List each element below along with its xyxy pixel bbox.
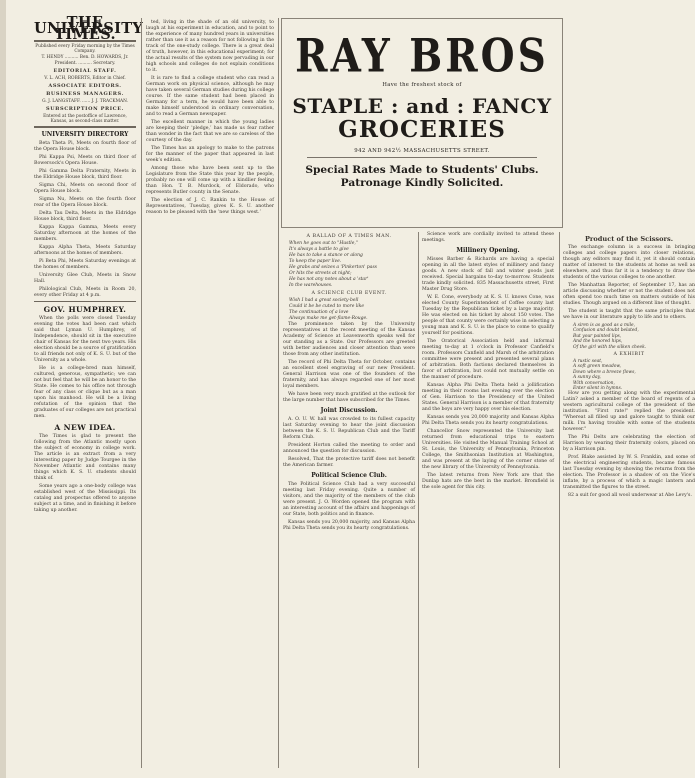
- paragraph: The Times has an apology to make to the patrons for the manner of the paper that appeared in last week’s edition.: [146, 146, 274, 163]
- political-science-body: [283, 482, 415, 532]
- paragraph: The Manhattan Reporter, of September 17, has an article discussing whether or not the student does not often spend too much time on matters outside of his studies. Though argued on a different line of thought.: [563, 283, 695, 306]
- paragraph: Kansas Alpha Phi Delta Theta held a jollification meeting in their rooms last evening over the election of Gen. Harrison to the Presidency of the United States. General Harrison is a member of that fraternity and the boys are very happy over his election.: [422, 383, 554, 412]
- science-event-heading: A SCIENCE CLUB EVENT.: [311, 291, 387, 296]
- verse-line: He has not any notes about a 'star': [289, 277, 369, 282]
- divider: [34, 301, 136, 302]
- paragraph: Among those who have been sent up to the Legislature from the State this year by the people, probably no one will come up with a kindlier feeling than Hon. T. B. Murdock, of Eldorado, who represents Butler county in the Senate.: [146, 166, 274, 195]
- column-4-top: [422, 232, 554, 244]
- ad-store-name: RAY BROS: [295, 28, 549, 84]
- article-body-humphrey: [34, 316, 136, 420]
- ray-bros-advertisement: [282, 18, 562, 228]
- paragraph: The latest returns from New York are that the Dunlap hats are the best in the market. Bromfield is the sole agent for this city.: [422, 473, 554, 490]
- poem-line: And the honored hips,: [573, 339, 623, 345]
- directory-entry: University Glee Club, Meets in Snow Hall.: [34, 273, 136, 284]
- directory-divider: [34, 126, 136, 128]
- column-3: [283, 232, 415, 772]
- paragraph: Misses Barber & Richards are having a special opening in all the latest styles of millinery and fancy goods. A new stock of fall and winter goods just received. Special bargains to-day to-morrow. Students trade kindly solicited. 835 Massachusetts street, First Master Drug Store.: [422, 257, 554, 292]
- paragraph: President Horton called the meeting to order and announced the question for discussion.: [283, 443, 415, 454]
- exhibit-heading: A EXHIBIT: [613, 352, 645, 358]
- column-5-exhibit: [563, 359, 695, 391]
- directory-list: [34, 141, 136, 299]
- paragraph: A. O. U. W. hall was crowded to its fullest capacity last Saturday evening to hear the joint discussion between the K. S. U. Republican Club and the Tariff Reform Club.: [283, 417, 415, 440]
- directory-entry: Kappa Kappa Gamma, Meets every Saturday afternoon at the homes of the members.: [34, 225, 136, 242]
- directory-entry: Beta Theta Pi, Meets on fourth floor of the Opera House block.: [34, 141, 136, 152]
- verse-line: The continuation of a love: [289, 310, 349, 315]
- ad-special-rates: Special Rates Made to Students' Clubs. Patronage Kindly Solicited.: [305, 164, 539, 189]
- column-4-body: [422, 257, 554, 491]
- column-5-paragraphs: [563, 245, 695, 321]
- column-rule: [559, 232, 560, 768]
- paragraph: He is a college-bred man himself, cultured, generous, sympathetic; we can not but feel that he will be an honor to the State. He comes to his office not through fear of any class or clique but as a man upon his manhood. He will be a living refutation of the opinion that the graduates of our colleges are not practical men.: [34, 366, 136, 419]
- column-rule: [418, 232, 419, 768]
- directory-title: UNIVERSITY DIRECTORY: [41, 131, 129, 138]
- paragraph: How are you getting along with the experimental Latin? asked a member of the board of regents of a western agricultural college of the president of the institution. "First rate!" replied the president. "Whereat all filled up and galore taught to think our milk. I'm having trouble with some of the students however.": [563, 391, 695, 433]
- column-1: [34, 14, 144, 770]
- poem-line: Enter silent in hymns.: [573, 386, 623, 392]
- ballad-verse: [283, 241, 415, 289]
- masthead-president-line: President. .......... Secretary.: [54, 61, 116, 66]
- paragraph: Some years ago a one-body college was established west of the Mississippi. Its catalog and prospectus offered to anyone subject at a time, and in finishing it before taking up another.: [34, 484, 136, 513]
- joint-discussion-body: [283, 417, 415, 469]
- paragraph: Kansas sends you 20,000 majority, and Kansas Alpha Phi Delta Theta sends you its hearty congratulations.: [283, 520, 415, 531]
- paragraph: Kansas sends you 20,000 majority and Kansas Alpha Phi Delta Theta sends you its hearty congratulations.: [422, 415, 554, 426]
- managing-editor: V. L. ACH, ROBERTS, Editor in Chief.: [44, 76, 126, 81]
- millinery-heading: Millinery Opening.: [456, 247, 520, 254]
- subscription-price-heading: SUBSCRIPTION PRICE.: [46, 106, 124, 112]
- poem-line: Down where a breeze flows,: [573, 369, 636, 375]
- directory-entry: Phi Gamma Delta Fraternity, Meets in the Eldridge House block, third floor.: [34, 169, 136, 180]
- poem-line: With conversation,: [573, 380, 615, 386]
- paragraph: When the polls were closed Tuesday evening the votes had been cast which said that Lyman U. Humphrey, of Independence, should sit in the executive chair of Kansas for the next two years. His election should be a source of gratification to all friends not only of K. S. U. but of the University as a whole.: [34, 316, 136, 363]
- verse-line: In the warehouses.: [289, 283, 333, 288]
- paragraph: Resolved, That the protective tariff does not benefit the American farmer.: [283, 457, 415, 468]
- poem-line: A sunny day,: [573, 375, 601, 381]
- verse-line: To keep the paper live.: [289, 259, 342, 264]
- poem-line: Of the girl with the silken cheek.: [573, 344, 647, 350]
- verse-line: Always make me get-flame-Rouge.: [289, 316, 368, 321]
- masthead-published: Published every Friday morning by the Times Company.: [35, 44, 135, 54]
- poem-line: A rustic seat,: [573, 359, 603, 365]
- directory-entry: Sigma Chi, Meets on second floor of Opera House block.: [34, 183, 136, 194]
- column-2-body: [146, 20, 274, 216]
- scissors-heading: Product of the Scissors.: [584, 235, 674, 243]
- ad-staple-fancy: STAPLE : and : FANCY: [292, 94, 552, 118]
- editorial-staff-heading: EDITORIAL STAFF.: [53, 68, 117, 74]
- column-4: [422, 232, 554, 772]
- article-body-new-idea: [34, 434, 136, 514]
- business-managers-names: G. J. LANGSTAFF. ...... J. J. TRACKMAN.: [42, 99, 128, 104]
- verse-line: Or hits the streets at night;: [289, 271, 352, 276]
- column-5: [563, 232, 695, 772]
- column-3-paragraphs: [283, 322, 415, 404]
- paragraph: We have been very much gratified at the outlook for the large number that have subscribed for the Times.: [283, 392, 415, 403]
- paragraph: The Times is glad to present the following from the Atlantic mostly upon the subject of economy in college work. The article is an extract from a very interesting paper by Judge Tourgee in the November Atlantic and contains many things which K. S. U. students should think of.: [34, 434, 136, 481]
- verse-line: When he goes out to "Hustle,": [289, 241, 358, 246]
- paragraph: The Oratorical Association held and informal meeting to-day at 1 o'clock in Professor Canfield's room. Professors Canfield and Marsh of the arbitration committee were present and presented several plans of arbitration. Both factions declared themselves in favor of arbitration, but could not mutually settle on the manner of procedure.: [422, 339, 554, 380]
- ad-tagline: Have the freshest stock of: [382, 82, 462, 88]
- paragraph: The student is taught that the same principles that we have in our literature apply to life and to others.: [563, 309, 695, 320]
- paragraph: The election of J. C. Rankin to the House of Representatives, Tuesday, gives K. S. U. another reason to be pleased with the ‘new things west.’: [146, 198, 274, 215]
- verse-line: It's always a battle to give: [289, 247, 349, 252]
- science-event-verse: [283, 298, 415, 322]
- column-rule: [278, 18, 279, 768]
- poem-line: A soft green meadow,: [573, 364, 622, 370]
- column-2: [146, 20, 274, 772]
- verse-line: Wish I had a great society-bell: [289, 298, 359, 303]
- paragraph: Prof. Blake assisted by W. S. Franklin, and some of the electrical engineering students, became famous last Tuesday evening by showing the returns from the election. The Professor is a shadow of on the Vice's inflate, by a process of which a magic lantern and transmitted the figures to the street.: [563, 455, 695, 491]
- joint-discussion-heading: Joint Discussion.: [320, 407, 378, 414]
- masthead-editor-line: T. HENDY .......... Ben. D. HOWARDS, Jr.: [41, 55, 129, 60]
- paragraph: Chancellor Snow represented the University last returned from educational trips to eastern Universities. He visited the Manual Training School at St. Louis, the University of Pennsylvania, Princeton College, the Smithsonian Institution at Washington, and was present at the laying of the corner stone of the new library of the University of Pennsylvania.: [422, 429, 554, 470]
- paragraph: The Political Science Club had a very successful meeting last Friday evening. Quite a number of visitors, and the majority of the members of the club were present. J. O. Worden opened the program with an interesting account of the affairs and happenings of our State, both politics and in finance.: [283, 482, 415, 517]
- article-heading-new-idea: A NEW IDEA.: [54, 423, 116, 432]
- business-managers-heading: BUSINESS MANAGERS.: [46, 91, 124, 97]
- column-5-paragraphs-2: [563, 391, 695, 499]
- directory-entry: Philological Club, Meets in Room 20, every other Friday at 4 p.m.: [34, 287, 136, 298]
- directory-entry: Kappa Alpha Theta, Meets Saturday afternoons at the homes of members.: [34, 245, 136, 256]
- poem-line: But your painted lips,: [573, 333, 622, 339]
- paragraph: W. E. Cone, everybody at K. S. U. knows Cone, was elected County Superintendent of Coffee county last Tuesday by the Republican ticket by a large majority. He was elected on his ticket by about 150 votes. The people of that county were certainly wise in selecting a young man and K. S. U. is the place to come to qualify yourself for positions.: [422, 295, 554, 336]
- paragraph: Science work are cordially invited to attend these meetings.: [422, 232, 554, 243]
- verse-line: He grabs and seizes a 'Pinkerton' pass: [289, 265, 377, 270]
- column-5-poem: [563, 323, 695, 350]
- column-rule: [141, 18, 142, 768]
- directory-entry: Delta Tau Delta, Meets in the Eldridge House block, third floor.: [34, 211, 136, 222]
- postoffice-note: Entered at the postoffice of Lawrence, Kansas, as second-class matter.: [43, 114, 127, 124]
- paragraph: The Phi Delts are celebrating the election of Harrison by wearing their fraternity colors, placed on by a Harrison pin.: [563, 435, 695, 453]
- paragraph: ted, living in the shade of an old university, to laugh at his experiment in education, and to point to the experience of many hundred years in universities rather than use it as a reason for not following in the track of the one-study college. There is a great deal of truth, however, in this educational experiment; for the actual results of the system now pervading in our high schools and colleges do not explain conditions to it.: [146, 20, 274, 73]
- ad-groceries: GROCERIES: [338, 116, 506, 143]
- political-science-heading: Political Science Club.: [311, 472, 387, 479]
- paragraph: It is rare to find a college student who can read a German work on physical science, although he may have taken several German studies during his college course. If the same student had been placed in Germany for a term, he would have been able to make himself understood in ordinary conversation, and to read a German newspaper.: [146, 76, 274, 117]
- directory-entry: Sigma Nu, Meets on the fourth floor rear of the Opera House block.: [34, 197, 136, 208]
- associate-editors-heading: ASSOCIATE EDITORS.: [48, 83, 122, 89]
- directory-entry: Phi Kappa Psi, Meets on third floor of Bowersock's Opera House.: [34, 155, 136, 166]
- paragraph: 82 a suit for good all wool underwear at Abe Levy's.: [568, 493, 692, 499]
- verse-line: Could it be be cuted to more like: [289, 304, 365, 309]
- paragraph: The excellent manner in which the young ladies are keeping their ‘pledge,’ has made us fear rather than wonder in the fact that we are so careless of the courtesy of the day.: [146, 120, 274, 143]
- masthead-title: THE UNIVERSITY TIMES.: [34, 14, 144, 43]
- poem-line: A siren is as good as a mile,: [573, 323, 636, 328]
- scan-edge: [0, 0, 6, 778]
- paragraph: The prominence taken by the University representatives at the recent meeting of the Kansas Academy of Science at Leavenworth speaks well for our standing as a State. Our Professors are greeted with better audiences and closer attention than were those from any other institution.: [283, 322, 415, 357]
- ad-address: 942 AND 942½ MASSACHUSETTS STREET.: [354, 148, 490, 154]
- verse-line: He has to take a stance or along: [289, 253, 363, 258]
- directory-entry: Pi Beta Phi, Meets Saturday evenings at the homes of members.: [34, 259, 136, 270]
- article-heading-humphrey: GOV. HUMPHREY.: [43, 305, 127, 314]
- poem-line: Confusion and doubt belated,: [573, 328, 639, 334]
- ballad-heading: A BALLAD OF A TIMES MAN.: [306, 234, 392, 239]
- paragraph: The exchange column is a success in bringing colleges and college papers into closer relations, though any editors may find it, yet it should contain matter of interest to the students at home as well as elsewhere, and thus far it is a tendency to draw the students of the various colleges to one another.: [563, 245, 695, 280]
- paragraph: The record of Phi Delta Theta for October, contains an excellent steel engraving of our new President. General Harrison was one of the founders of the fraternity, and has always regarded one of her most loyal members.: [283, 360, 415, 389]
